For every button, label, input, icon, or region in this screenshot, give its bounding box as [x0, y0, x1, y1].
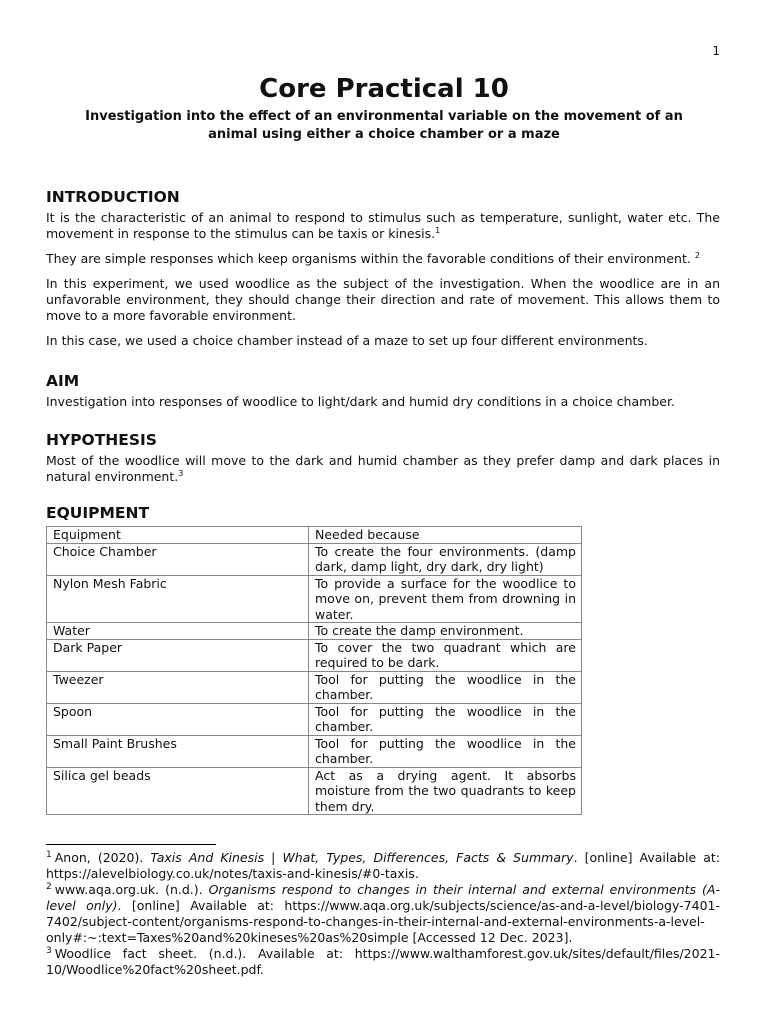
table-row: [47, 671, 582, 703]
equipment-item: Small Paint Brushes: [47, 735, 309, 767]
equipment-reason: To create the damp environment.: [309, 623, 582, 640]
table-header-needed-because: Needed because: [309, 527, 582, 544]
footnote-separator: [46, 844, 216, 845]
footnote-link[interactable]: . [online] Available at: https://www.aqa.org.uk/subjects/science/as-and-a-level/biology-7401-7402/subject-content/organisms-respond-to-changes-in-their-internal-and-external-environments-a-level-only#:~:text=Taxes%20and%20kineses%20as%20simple [Accessed 12 Dec. 2023].: [46, 898, 721, 945]
footnote-ref-1[interactable]: 1: [435, 225, 441, 235]
equipment-reason: To create the four environments. (damp dark, damp light, dry dark, dry light): [309, 543, 582, 575]
aim-section: [46, 371, 720, 410]
hypothesis-heading: HYPOTHESIS: [46, 431, 157, 449]
document-title: Core Practical 10: [259, 74, 509, 104]
aim-text: Investigation into responses of woodlice to light/dark and humid dry conditions in a choice chamber.: [46, 394, 675, 409]
hypothesis-text: Most of the woodlice will move to the dark and humid chamber as they prefer damp and dark places in natural environment.$^3$: [46, 453, 720, 484]
equipment-item: Tweezer: [47, 671, 309, 703]
table-row: [47, 703, 582, 735]
footnote-1: $^1$ Anon, (2020). Taxis And Kinesis | What, Types, Differences, Facts & Summary. [online] Available at: https://alevelbiology.co.uk/notes/taxis-and-kinesis/#0-taxis.: [46, 849, 720, 881]
equipment-reason: Tool for putting the woodlice in the chamber.: [309, 671, 582, 703]
equipment-reason: To cover the two quadrant which are required to be dark.: [309, 639, 582, 671]
introduction-section: [46, 187, 720, 349]
equipment-item: Silica gel beads: [47, 767, 309, 815]
introduction-paragraph-3: In this experiment, we used woodlice as the subject of the investigation. When the woodlice are in an unfavorable environment, they should change their direction and rate of movement. This allows them to move to a more favorable environment.: [46, 276, 720, 323]
table-row: [47, 575, 582, 623]
footnote-link[interactable]: . [online] Available at: https://alevelbiology.co.uk/notes/taxis-and-kinesis/#0-taxis.: [46, 850, 720, 881]
footnote-2: $^2$ www.aqa.org.uk. (n.d.). Organisms respond to changes in their internal and external environments (A-level only). [online] Available at: https://www.aqa.org.uk/subjects/science/as-and-a-level/biology-7401-7402/subject-content/organisms-respond-to-changes-in-their-internal-and-external-environments-a-level-only#:~:text=Taxes%20and%20kineses%20as%20simple [Accessed 12 Dec. 2023].: [46, 881, 721, 945]
equipment-section: [46, 503, 720, 815]
equipment-reason: To provide a surface for the woodlice to move on, prevent them from drowning in water.: [309, 575, 582, 623]
equipment-reason: Tool for putting the woodlice in the chamber.: [309, 735, 582, 767]
introduction-paragraph-2: They are simple responses which keep organisms within the favorable conditions of their environment. $^2$: [46, 250, 700, 266]
equipment-table: [46, 526, 582, 815]
table-row: [47, 735, 582, 767]
equipment-reason: Act as a drying agent. It absorbs moisture from the two quadrants to keep them dry.: [309, 767, 582, 815]
footnotes: [46, 850, 720, 978]
table-row: [47, 623, 582, 640]
table-row: [47, 767, 582, 815]
page-number: 1: [712, 44, 720, 58]
equipment-item: Spoon: [47, 703, 309, 735]
document-body: [46, 187, 720, 835]
footnote-ref-3[interactable]: 3: [178, 468, 184, 478]
equipment-heading: EQUIPMENT: [46, 504, 150, 522]
equipment-item: Nylon Mesh Fabric: [47, 575, 309, 623]
table-header-equipment: Equipment: [47, 527, 309, 544]
footnote-ref-2[interactable]: 2: [694, 250, 700, 260]
table-header-row: [47, 527, 582, 544]
introduction-paragraph-1: It is the characteristic of an animal to respond to stimulus such as temperature, sunlight, water etc. The movement in response to the stimulus can be taxis or kinesis.$^1$: [46, 210, 720, 241]
document-subtitle: Investigation into the effect of an environmental variable on the movement of an animal using either a choice chamber or a maze: [85, 109, 683, 142]
introduction-heading: INTRODUCTION: [46, 188, 180, 206]
equipment-item: Water: [47, 623, 309, 640]
footnote-link[interactable]: Woodlice fact sheet. (n.d.). Available at: https://www.walthamforest.gov.uk/sites/default/files/2021-10/Woodlice%20fact%20sheet.pdf.: [46, 946, 720, 977]
table-row: [47, 639, 582, 671]
aim-heading: AIM: [46, 372, 80, 390]
hypothesis-section: [46, 430, 720, 485]
equipment-reason: Tool for putting the woodlice in the chamber.: [309, 703, 582, 735]
table-row: [47, 543, 582, 575]
footnote-3: $^3$ Woodlice fact sheet. (n.d.). Available at: https://www.walthamforest.gov.uk/sites/default/files/2021-10/Woodlice%20fact%20sheet.pdf.: [46, 945, 720, 977]
equipment-item: Choice Chamber: [47, 543, 309, 575]
introduction-paragraph-4: In this case, we used a choice chamber instead of a maze to set up four different environments.: [46, 333, 648, 348]
equipment-item: Dark Paper: [47, 639, 309, 671]
